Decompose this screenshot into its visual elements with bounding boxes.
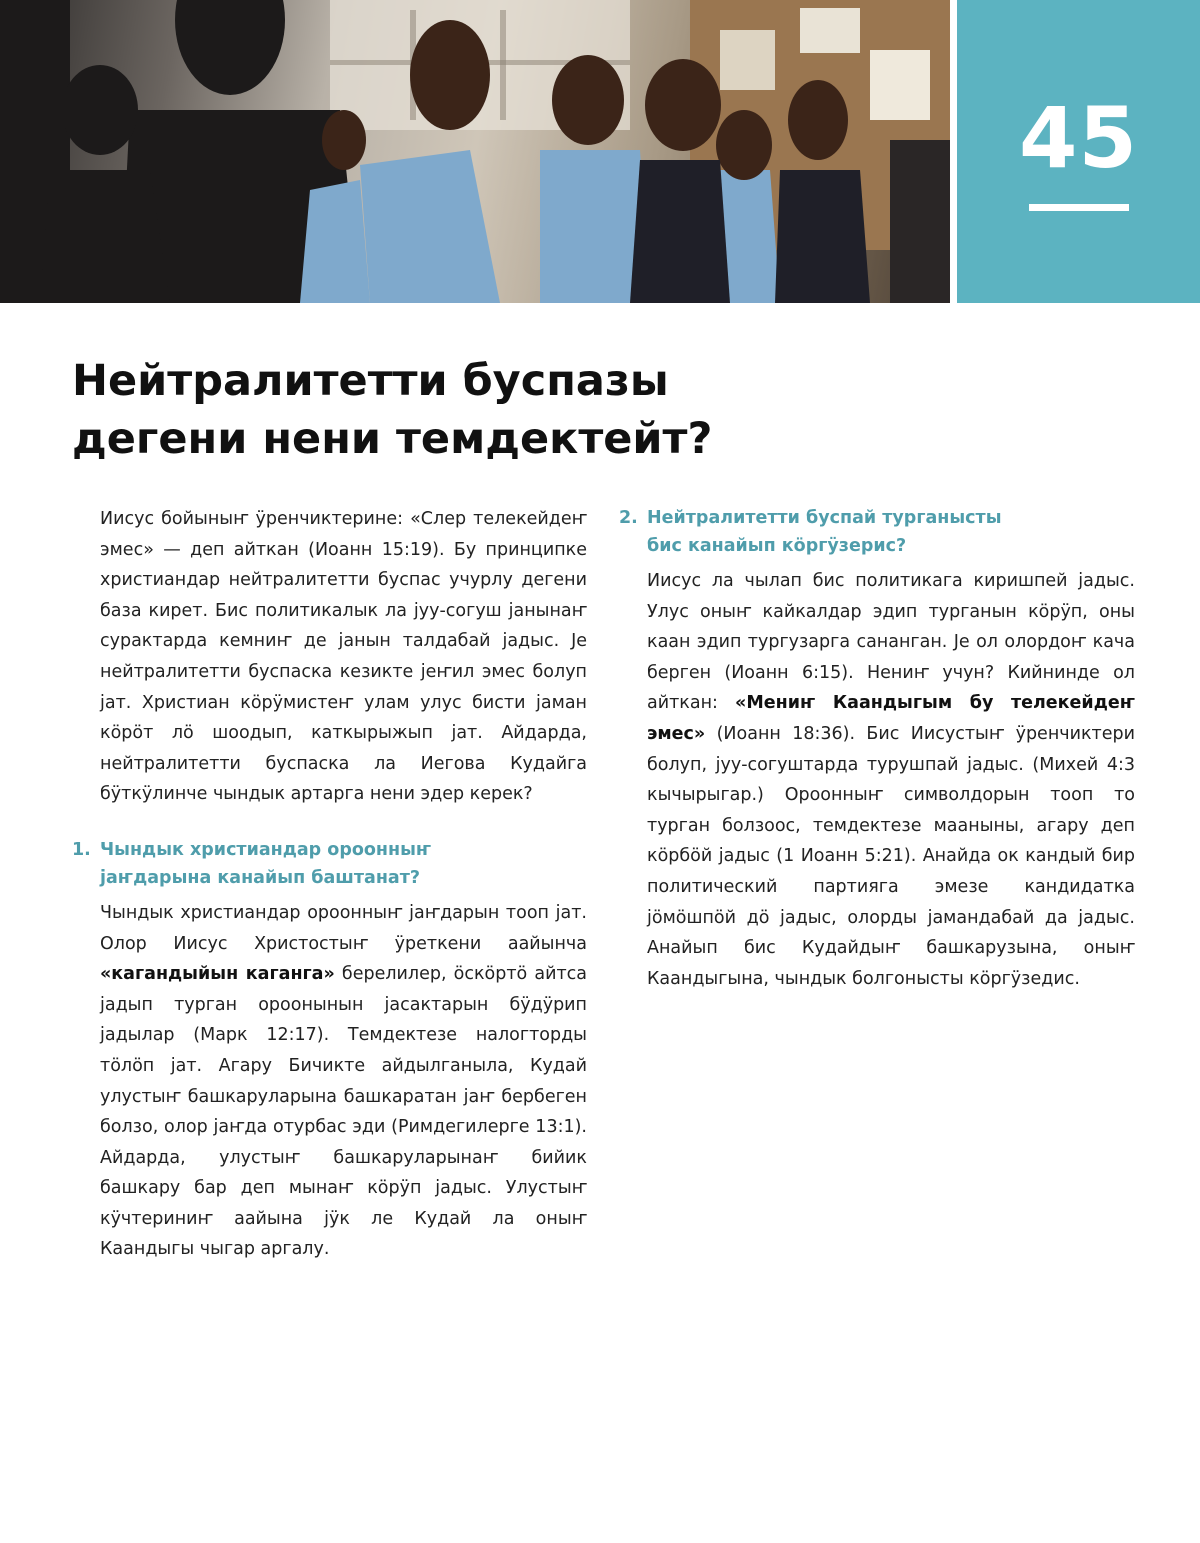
answer-2-emphasis: «Мениҥ Каандыгым бу телекейдеҥ эмес» <box>647 693 1135 744</box>
question-1-number: 1. <box>72 839 91 860</box>
hero-photo <box>0 0 950 303</box>
lesson-number: 45 <box>1019 89 1138 187</box>
answer-1-text-a: Чындык христиандар ороонныҥ јаҥдарын тооп јат. Олор Иисус Христостыҥ ӱреткени аайынча <box>100 902 587 954</box>
question-1-line-1: Чындык христиандар ороонныҥ <box>100 839 432 860</box>
answer-2-text-b: (Иоанн 18:36). Бис Иисустыҥ ӱренчиктери болуп, јуу-согуштарда турушпай јадыс. (Михей 4:3 кычырыгар.) Ороонныҥ символдорын тооп то турган болзоос, темдектезе мааныны, агару деп кӧрбӧй јадыс (1 Иоанн 5:21). Анайда ок кандый бир политический партияга эмезе кандидатка јӧмӧшпӧй дӧ јадыс, олорды јамандабай да јадыс. Анайып бис Кудайдыҥ башкарузына, оныҥ Каандыгына, чындык болгонысты кӧргӱзедис. <box>647 723 1135 989</box>
right-column <box>619 504 1135 994</box>
question-2-heading <box>619 504 1135 560</box>
intro-paragraph: Иисус бойыныҥ ӱренчиктерине: «Слер телекейдеҥ эмес» — деп айткан (Иоанн 15:19). Бу принципке христиандар нейтралитетти буспас учурлу дегени база кирет. Бис политикалык ла јуу-согуш јанынаҥ сурактарда кемниҥ де јанын талдабай јадыс. Је нейтралитетти буспаска кезикте јеҥил эмес болуп јат. Христиан кӧрӱмистеҥ улам улус бисти јаман кӧрӧт лӧ шоодып, каткырыжып јат. Айдарда, нейтралитетти буспаска ла Иегова Кудайга бӱткӱлинче чындык артарга нени эдер керек? <box>100 509 587 805</box>
question-2-line-2: бис канайып кӧргӱзерис? <box>647 536 907 556</box>
question-1-heading <box>72 836 587 892</box>
students-pledge-illustration <box>0 0 950 303</box>
title-line-2: дегени нени темдектейт? <box>72 414 713 464</box>
lesson-title <box>72 352 972 468</box>
answer-1-emphasis: «кагандыйын каганга» <box>100 964 335 985</box>
question-1-line-2: јаҥдарына канайып баштанат? <box>100 867 421 888</box>
answer-2-text-a: Иисус ла чылап бис политикага киришпей јадыс. Улус оныҥ кайкалдар эдип турганын кӧрӱп, оны каан эдип тургузарга сананган. Је ол олордоҥ кача берген (Иоанн 6:15). Нениҥ учун? Кийнинде ол айткан: <box>647 571 1135 714</box>
title-line-1: Нейтралитетти буспазы <box>72 356 669 406</box>
left-column <box>72 504 587 1265</box>
question-2-line-1: Нейтралитетти буспай турганысты <box>647 508 1002 528</box>
lesson-number-panel <box>957 0 1200 303</box>
number-underline <box>1029 204 1129 211</box>
answer-1-text-b: берелилер, ӧскӧртӧ айтса јадып турган ороонынын јасактарын бӱдӱрип јадылар (Марк 12:17). Темдектезе налогторды тӧлӧп јат. Агару Бичикте айдылганыла, Кудай улустыҥ башкаруларына башкаратан јаҥ бербеген болзо, олор јаҥда отурбас эди (Римдегилерге 13:1). Айдарда, улустыҥ башкаруларынаҥ бийик башкару бар деп мынаҥ кӧрӱп јадыс. Улустыҥ кӱчтериниҥ аайына јӱк ле Кудай ла оныҥ Каандыгы чыгар аргалу. <box>100 964 587 1260</box>
answer-1-paragraph <box>100 898 587 1265</box>
question-2-number: 2. <box>619 508 638 528</box>
answer-2-paragraph <box>647 566 1135 994</box>
